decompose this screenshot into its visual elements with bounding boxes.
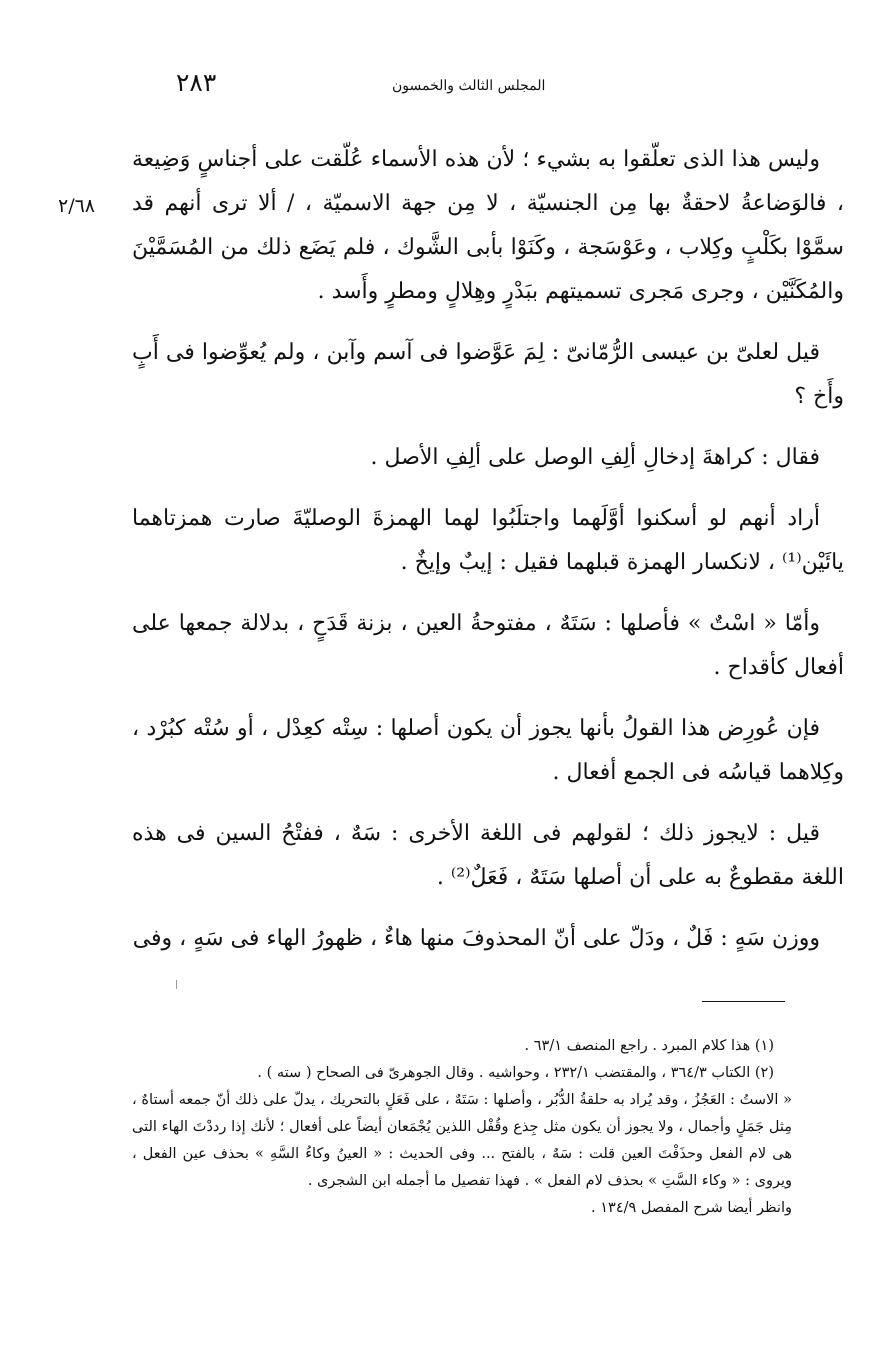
page-header bbox=[130, 66, 850, 106]
paragraph: قيل لعلىّ بن عيسى الرُّمّانىّ : لِمَ عَوَّضوا فى آسم وآبن ، ولم يُعوِّضوا فى أَبٍ وأَخ ؟ bbox=[132, 340, 844, 409]
footnote-1: (١) هذا كلام المبرد . راجع المنصف ٦٣/١ . bbox=[524, 1038, 774, 1054]
paragraph: أراد أنهم لو أسكنوا أوَّلَهما واجتلَبُوا لهما الهمزةَ الوصليّةَ صارت همزتاهما يائَيْن⁽¹⁾ ، لانكسار الهمزة قبلهما فقيل : إيبٌ وإيخٌ . bbox=[132, 506, 844, 575]
main-text bbox=[132, 138, 844, 978]
page-number: ٢٨٣ bbox=[176, 68, 217, 97]
paragraph: وليس هذا الذى تعلّقوا به بشيء ؛ لأن هذه الأسماء عُلّقت على أجناسٍ وَضِيعة ، فالوَضاعةُ لاحقةٌ بها مِن الجنسيّة ، لا مِن جهة الاسميّة ، / ألا ترى أنهم قد سمَّوْا بكَلْبٍ وكِلاب ، وعَوْسَجة ، وكَنَوْا بأبى الشَّوك ، فلم يَضَع ذلك من المُسَمَّيْنَ والمُكَنَّيْن ، وجرى مَجرى تسميتهم ببَدْرٍ وهِلالٍ ومطرٍ وأَسد . bbox=[132, 147, 844, 304]
paragraph: قيل : لايجوز ذلك ؛ لقولهم فى اللغة الأخرى : سَهٌ ، ففتْحُ السين فى هذه اللغة مقطوعٌ به على أن أصلها سَتَهٌ ، فَعَلٌ⁽²⁾ . bbox=[132, 821, 844, 890]
footnote-2-body: « الاستُ : العَجُزُ ، وقد يُراد به حلقةُ الدُّبُر ، وأصلها : سَتَهٌ ، على فَعَلٍ بالتحريك ، يدلّ على ذلك أنّ جمعه أستاهٌ ، مِثل جَمَلٍ وأجمال ، ولا يجوز أن يكون مثل جِذع وقُفْل اللذين يُجْمَعان أيضاً على أفعال ؛ لأنك إذا رددْتَ الهاء التى هى لام الفعل وحذَفْتَ العين قلت : سَهٌ ، بالفتح ... وفى الحديث : « العينُ وكاءُ السَّهِ » بحذف عين الفعل ، ويروى : « وكاء السَّتِ » بحذف لام الفعل » . فهذا تفصيل ما أجمله ابن الشجرى . bbox=[132, 1092, 792, 1189]
margin-reference: ٢/٦٨ bbox=[58, 195, 96, 217]
page-speck bbox=[176, 980, 177, 989]
paragraph: فإن عُورِض هذا القولُ بأنها يجوز أن يكون أصلها : سِتْه كعِدْل ، أو سُتْه كبُرْد ، وكِلاهما قياسُه فى الجمع أفعال . bbox=[132, 716, 844, 785]
footnote-2-end: وانظر أيضا شرح المفصل ١٣٤/٩ . bbox=[591, 1200, 792, 1216]
running-title: المجلس الثالث والخمسون bbox=[392, 78, 546, 94]
footnote-2: (٢) الكتاب ٣٦٤/٣ ، والمقتضب ٢٣٢/١ ، وحواشيه . وقال الجوهرىّ فى الصحاح ( سته ) . bbox=[257, 1065, 774, 1081]
footnote-rule bbox=[702, 1001, 785, 1002]
paragraph: فقال : كراهةَ إدخالِ ألِفِ الوصل على ألِفِ الأصل . bbox=[370, 445, 820, 470]
paragraph: وأمّا « اسْتٌ » فأصلها : سَتَهٌ ، مفتوحةُ العين ، بزنة قَدَحٍ ، بدلالة جمعها على أفعال كأقداح . bbox=[132, 611, 844, 680]
paragraph: ووزن سَهٍ : فَلٌ ، ودَلّ على أنّ المحذوفَ منها هاءٌ ، ظهورُ الهاء فى سَهٍ ، وفى bbox=[132, 926, 820, 951]
footnotes bbox=[132, 1033, 792, 1222]
